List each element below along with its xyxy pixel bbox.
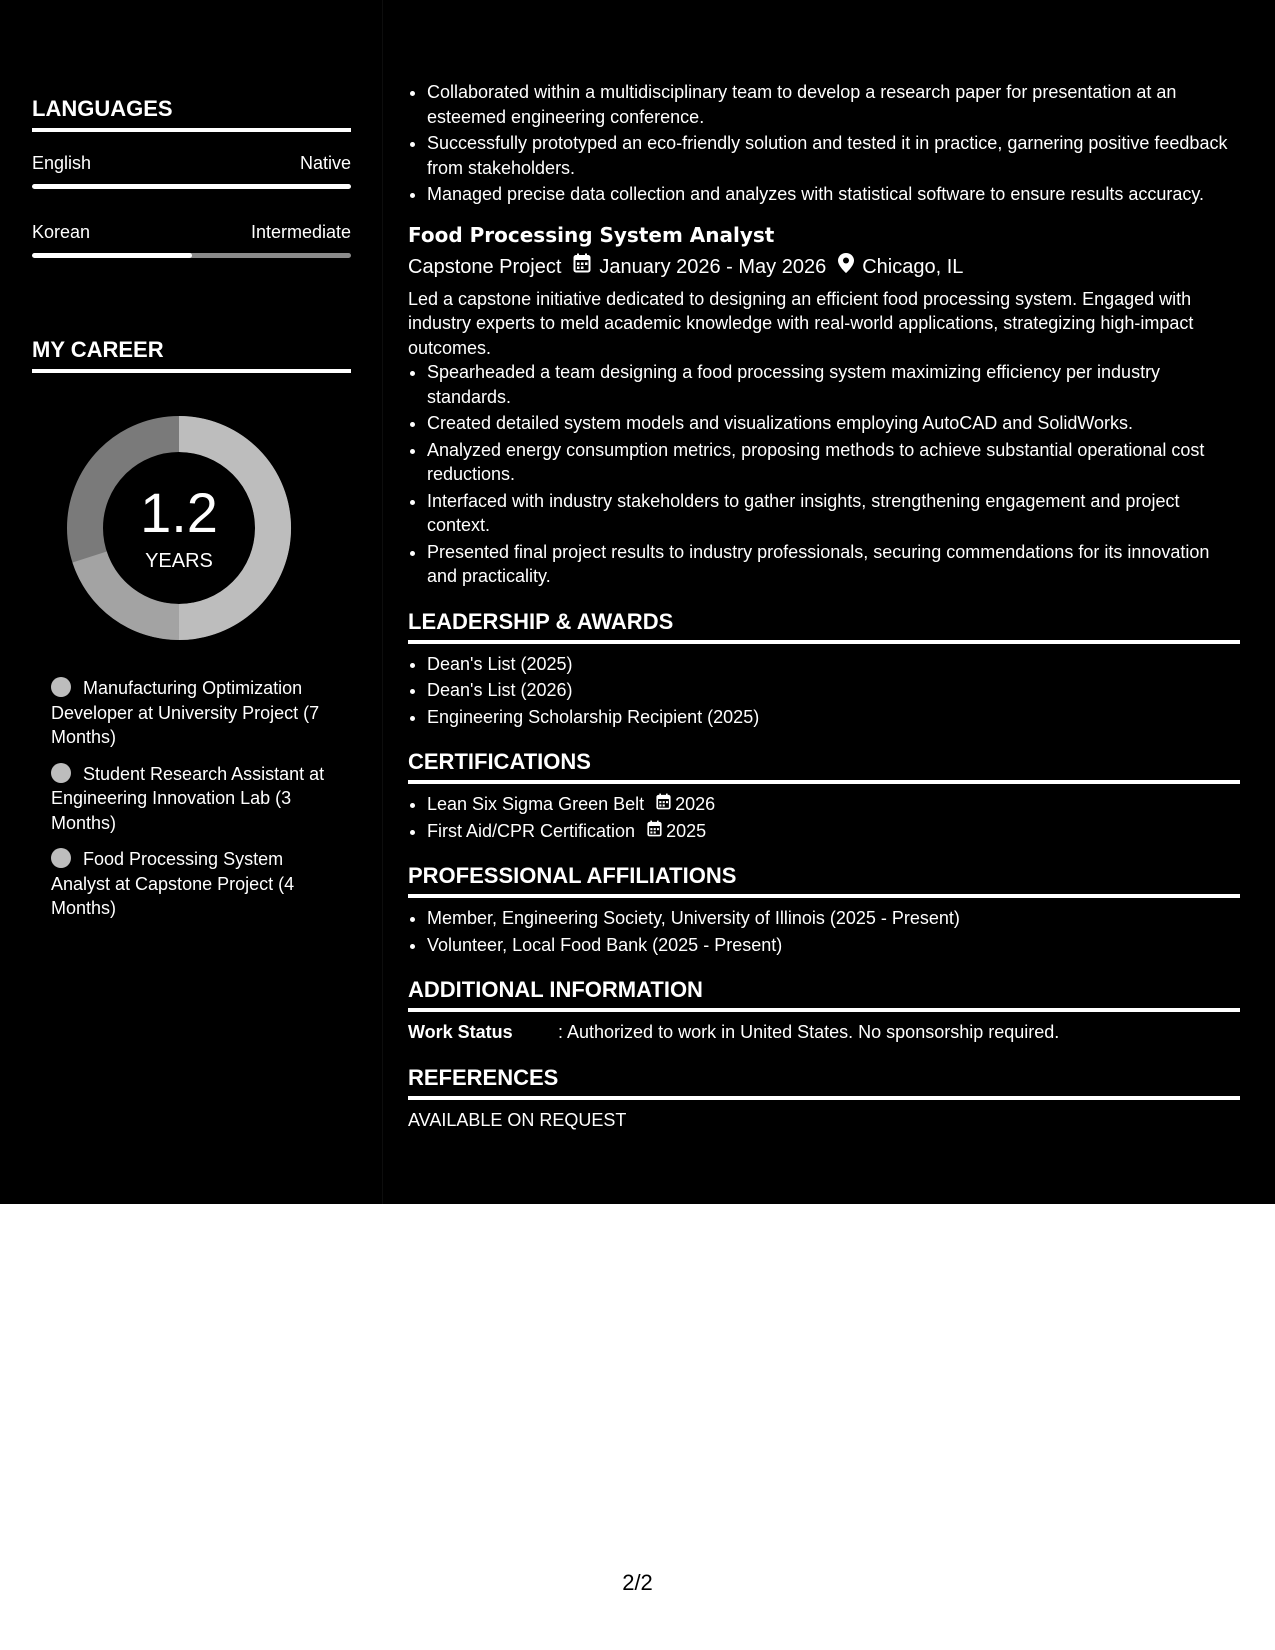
bullet-dot-icon bbox=[51, 677, 71, 697]
award-item: • Dean's List (2026) bbox=[427, 678, 1240, 703]
location-pin-icon bbox=[838, 253, 854, 281]
job-dates: January 2026 - May 2026 bbox=[599, 255, 827, 278]
sidebar bbox=[0, 0, 380, 1204]
career-donut-chart bbox=[64, 413, 294, 643]
language-bar-fill bbox=[32, 253, 192, 258]
job-location: Chicago, IL bbox=[862, 255, 964, 278]
calendar-icon bbox=[656, 792, 671, 817]
career-item-text: Student Research Assistant at Engineering Innovation Lab (3 Months) bbox=[51, 763, 325, 833]
language-bar-korean bbox=[32, 253, 351, 258]
career-item-text: Manufacturing Optimization Developer at University Project (7 Months) bbox=[51, 678, 320, 747]
languages-heading: LANGUAGES bbox=[32, 96, 351, 132]
career-list bbox=[51, 676, 331, 933]
bullet-dot-icon bbox=[51, 848, 71, 868]
affiliations-heading: PROFESSIONAL AFFILIATIONS bbox=[408, 863, 1240, 898]
language-name: Korean bbox=[32, 222, 91, 242]
certification-year: 2025 bbox=[666, 820, 707, 841]
job-organization: Capstone Project bbox=[408, 255, 562, 278]
language-bar-fill bbox=[32, 184, 351, 189]
certification-year: 2026 bbox=[675, 794, 716, 814]
award-item: • Engineering Scholarship Recipient (2025) bbox=[427, 705, 1240, 730]
bullet-item: • Analyzed energy consumption metrics, proposing methods to achieve substantial operational cost reductions. bbox=[427, 438, 1240, 487]
bullet-item: • Successfully prototyped an eco-friendly solution and tested it in practice, garnering positive feedback from stakeholders. bbox=[427, 131, 1240, 180]
award-item: • Dean's List (2025) bbox=[427, 652, 1240, 677]
page-number: 2/2 bbox=[622, 1570, 653, 1595]
language-name: English bbox=[32, 153, 92, 173]
career-item bbox=[51, 676, 331, 750]
bullet-item: • Managed precise data collection and analyzes with statistical software to ensure results accuracy. bbox=[427, 182, 1240, 207]
references-heading: REFERENCES bbox=[408, 1065, 1240, 1100]
bullet-item: • Spearheaded a team designing a food processing system maximizing efficiency per industry standards. bbox=[427, 360, 1240, 409]
certification-item bbox=[427, 819, 1240, 844]
language-bar-english bbox=[32, 184, 351, 189]
language-level: Native bbox=[299, 153, 351, 173]
additional-info-heading: ADDITIONAL INFORMATION bbox=[408, 977, 1240, 1012]
main-content bbox=[408, 80, 1240, 1132]
career-heading: MY CAREER bbox=[32, 337, 351, 373]
references-text: AVAILABLE ON REQUEST bbox=[408, 1109, 627, 1130]
career-years-unit: YEARS bbox=[145, 550, 213, 572]
leadership-list bbox=[408, 652, 1240, 730]
affiliation-item: • Volunteer, Local Food Bank (2025 - Present) bbox=[427, 933, 1240, 958]
bullet-item: • Collaborated within a multidisciplinary team to develop a research paper for presentation at an esteemed engineering conference. bbox=[427, 80, 1240, 129]
certifications-list bbox=[408, 792, 1240, 843]
affiliations-list bbox=[408, 906, 1240, 957]
work-status-label: Work Status bbox=[408, 1022, 513, 1042]
career-item-text: Food Processing System Analyst at Capstone Project (4 Months) bbox=[51, 849, 295, 918]
certification-name: • Lean Six Sigma Green Belt bbox=[427, 794, 645, 814]
bullet-item: • Presented final project results to industry professionals, securing commendations for its innovation and practicality. bbox=[427, 540, 1240, 589]
bullet-item: • Interfaced with industry stakeholders to gather insights, strengthening engagement and project context. bbox=[427, 489, 1240, 538]
work-status-row bbox=[408, 1020, 1240, 1045]
career-years-value: 1.2 bbox=[140, 481, 218, 544]
language-row-english bbox=[32, 152, 351, 174]
calendar-icon bbox=[647, 819, 662, 844]
column-divider bbox=[382, 0, 383, 1204]
job-bullets bbox=[408, 360, 1240, 589]
leadership-heading: LEADERSHIP & AWARDS bbox=[408, 609, 1240, 644]
bullet-dot-icon bbox=[51, 763, 71, 783]
affiliation-item: • Member, Engineering Society, University of Illinois (2025 - Present) bbox=[427, 906, 1240, 931]
previous-job-bullets bbox=[408, 80, 1240, 207]
job-description: Led a capstone initiative dedicated to designing an efficient food processing system. Engaged with industry experts to meld academic knowledge with real-world applications, strategizing high-impact outcomes. bbox=[408, 288, 1194, 358]
job-title: Food Processing System Analyst bbox=[408, 222, 775, 247]
career-item bbox=[51, 762, 331, 836]
certification-item bbox=[427, 792, 1240, 817]
career-item bbox=[51, 847, 331, 921]
language-row-korean bbox=[32, 221, 351, 243]
certifications-heading: CERTIFICATIONS bbox=[408, 749, 1240, 784]
work-status-value: : Authorized to work in United States. No sponsorship required. bbox=[558, 1022, 1060, 1042]
calendar-icon bbox=[573, 253, 591, 281]
language-level: Intermediate bbox=[250, 222, 351, 242]
certification-name: • First Aid/CPR Certification bbox=[427, 820, 636, 841]
job-meta bbox=[408, 253, 1240, 281]
bullet-item: • Created detailed system models and visualizations employing AutoCAD and SolidWorks. bbox=[427, 411, 1240, 436]
